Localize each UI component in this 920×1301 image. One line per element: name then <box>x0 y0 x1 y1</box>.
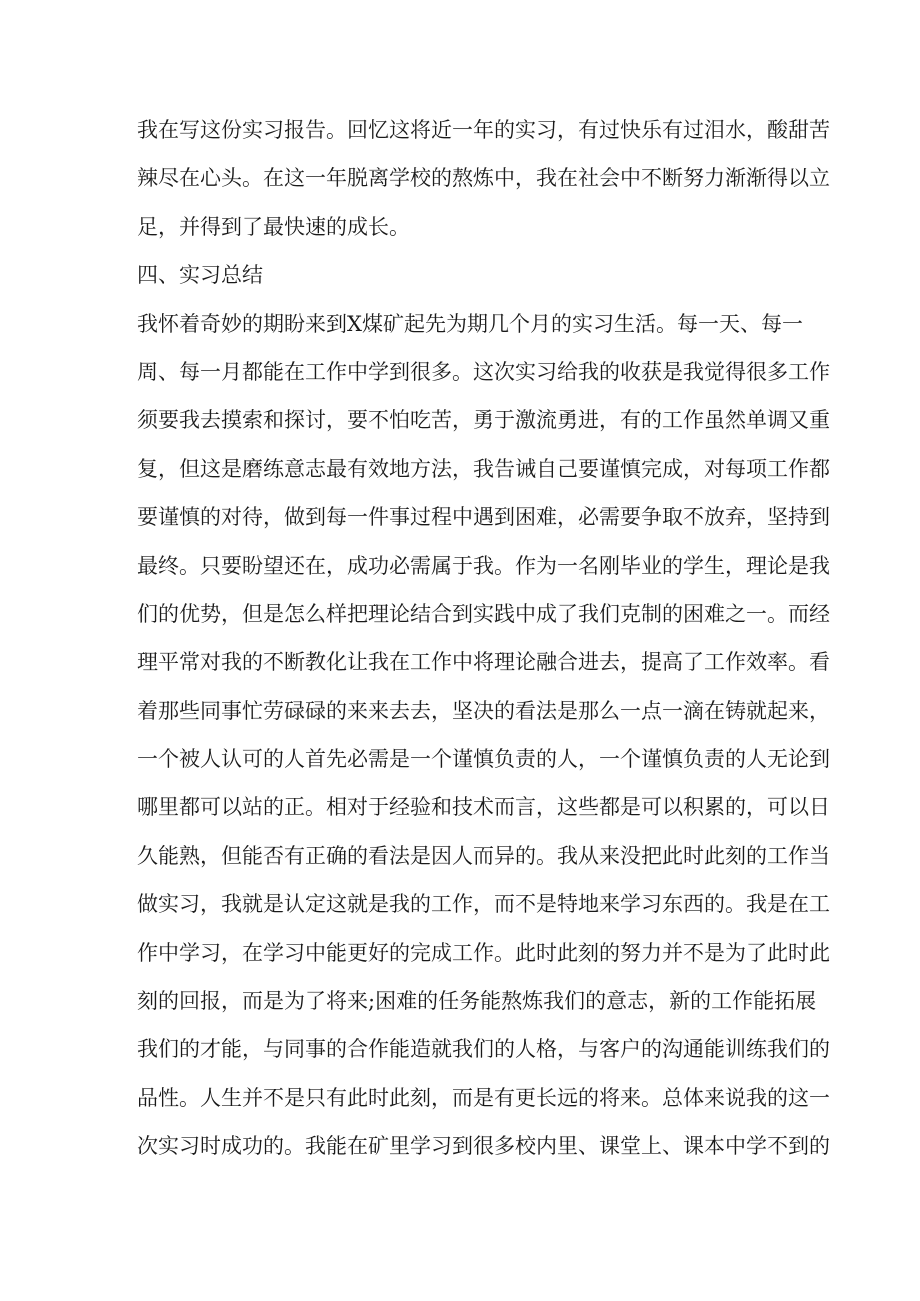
body-line: 理平常对我的不断教化让我在工作中将理论融合进去，提高了工作效率。看 <box>137 650 830 675</box>
body-line: 我在写这份实习报告。回忆这将近一年的实习，有过快乐有过泪水，酸甜苦 <box>137 118 830 142</box>
body-line: 辣尽在心头。在这一年脱离学校的熬炼中，我在社会中不断努力渐渐得以立 <box>137 166 830 191</box>
body-line: 我怀着奇妙的期盼来到X煤矿起先为期几个月的实习生活。每一天、每一 <box>137 311 803 336</box>
body-line: 久能熟，但能否有正确的看法是因人而异的。我从来没把此时此刻的工作当 <box>137 843 830 868</box>
body-line: 我们的才能，与同事的合作能造就我们的人格，与客户的沟通能训练我们的 <box>137 1037 830 1062</box>
body-line: 次实习时成功的。我能在矿里学习到很多校内里、课堂上、课本中学不到的 <box>137 1134 830 1159</box>
body-line: 足，并得到了最快速的成长。 <box>137 214 410 239</box>
body-line: 作中学习，在学习中能更好的完成工作。此时此刻的努力并不是为了此时此 <box>137 940 830 965</box>
body-line: 复，但这是磨练意志最有效地方法，我告诫自己要谨慎完成，对每项工作都 <box>137 456 830 481</box>
body-line: 品性。人生并不是只有此时此刻，而是有更长远的将来。总体来说我的这一 <box>137 1085 830 1110</box>
section-heading: 四、实习总结 <box>137 263 263 288</box>
report-body <box>137 106 830 1171</box>
body-line: 们的优势，但是怎么样把理论结合到实践中成了我们克制的困难之一。而经 <box>137 601 830 626</box>
body-line: 须要我去摸索和探讨，要不怕吃苦，勇于激流勇进，有的工作虽然单调又重 <box>137 408 830 433</box>
body-line: 哪里都可以站的正。相对于经验和技术而言，这些都是可以积累的，可以日 <box>137 795 830 820</box>
body-line: 要谨慎的对待，做到每一件事过程中遇到困难，必需要争取不放弃，坚持到 <box>137 505 830 530</box>
body-line: 周、每一月都能在工作中学到很多。这次实习给我的收获是我觉得很多工作 <box>137 359 830 384</box>
body-line: 刻的回报，而是为了将来;困难的任务能熬炼我们的意志，新的工作能拓展 <box>137 989 817 1014</box>
body-line: 做实习，我就是认定这就是我的工作，而不是特地来学习东西的。我是在工 <box>137 892 830 917</box>
body-line: 最终。只要盼望还在，成功必需属于我。作为一名刚毕业的学生，理论是我 <box>137 553 830 578</box>
body-line: 一个被人认可的人首先必需是一个谨慎负责的人，一个谨慎负责的人无论到 <box>137 747 830 772</box>
body-line: 着那些同事忙劳碌碌的来来去去，坚决的看法是那么一点一滴在铸就起来， <box>137 698 830 723</box>
